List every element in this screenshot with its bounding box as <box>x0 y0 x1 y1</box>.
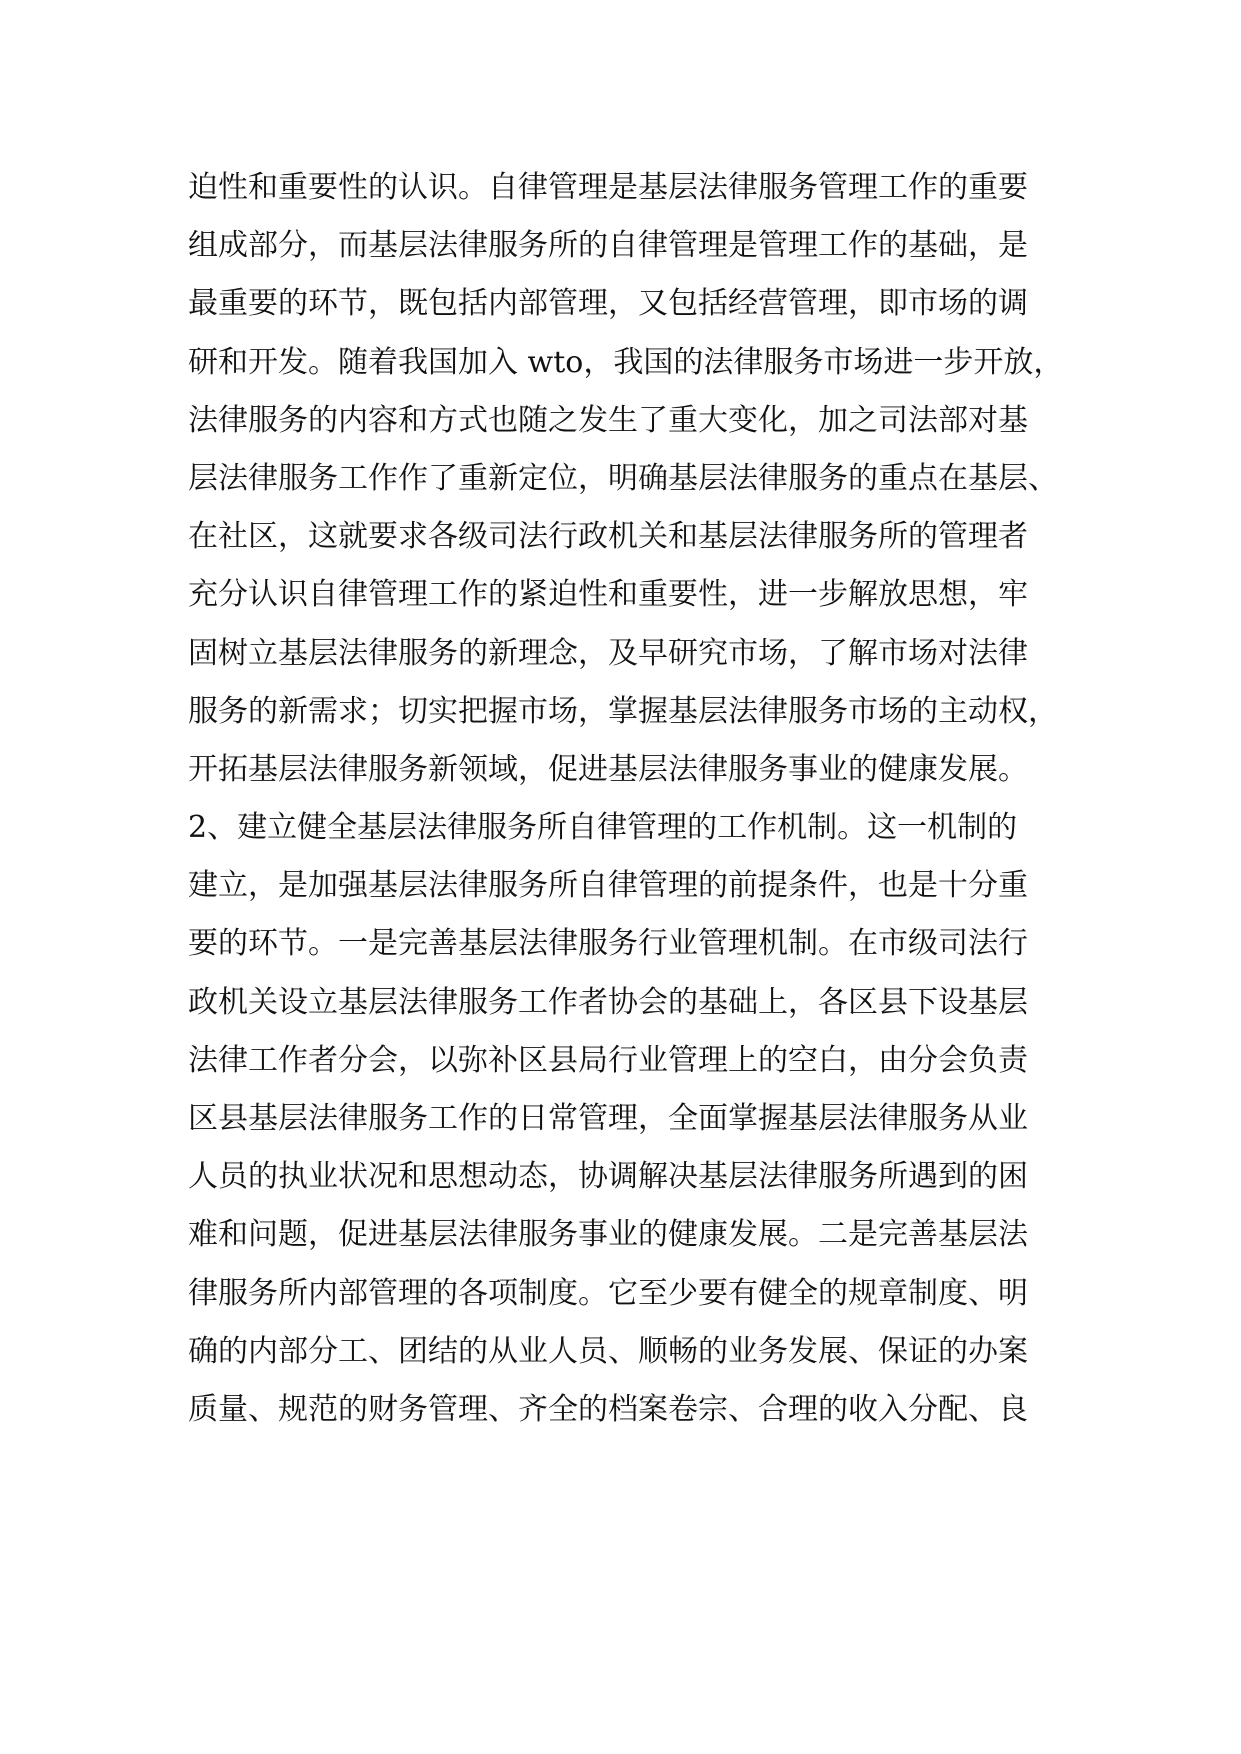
text-line: 律服务所内部管理的各项制度。它至少要有健全的规章制度、明 <box>188 1275 1028 1311</box>
text-line: 在社区，这就要求各级司法行政机关和基层法律服务所的管理者 <box>188 519 1028 555</box>
text-line: 组成部分，而基层法律服务所的自律管理是管理工作的基础，是 <box>188 228 1028 264</box>
text-line: 质量、规范的财务管理、齐全的档案卷宗、合理的收入分配、良 <box>188 1391 1028 1427</box>
text-line: 难和问题，促进基层法律服务事业的健康发展。二是完善基层法 <box>188 1217 1028 1253</box>
text-line: 服务的新需求；切实把握市场，掌握基层法律服务市场的主动权， <box>188 693 1058 729</box>
text-line: 法律工作者分会，以弥补区县局行业管理上的空白，由分会负责 <box>188 1042 1028 1078</box>
text-line: 开拓基层法律服务新领域，促进基层法律服务事业的健康发展。 <box>188 751 1028 787</box>
text-line: 区县基层法律服务工作的日常管理，全面掌握基层法律服务从业 <box>188 1101 1028 1136</box>
text-line: 法律服务的内容和方式也随之发生了重大变化，加之司法部对基 <box>188 402 1028 438</box>
text-line: 充分认识自律管理工作的紧迫性和重要性，进一步解放思想，牢 <box>188 577 1028 613</box>
text-line: 确的内部分工、团结的从业人员、顺畅的业务发展、保证的办案 <box>188 1333 1028 1369</box>
text-line: 政机关设立基层法律服务工作者协会的基础上，各区县下设基层 <box>188 984 1028 1020</box>
text-line: 迫性和重要性的认识。自律管理是基层法律服务管理工作的重要 <box>188 170 1028 205</box>
text-line: 2、建立健全基层法律服务所自律管理的工作机制。这一机制的 <box>188 810 1018 846</box>
text-line: 固树立基层法律服务的新理念，及早研究市场，了解市场对法律 <box>188 635 1028 671</box>
text-line: 研和开发。随着我国加入 wto，我国的法律服务市场进一步开放， <box>188 344 1064 380</box>
text-line: 人员的执业状况和思想动态，协调解决基层法律服务所遇到的困 <box>188 1159 1028 1195</box>
text-line: 最重要的环节，既包括内部管理，又包括经营管理，即市场的调 <box>188 286 1028 322</box>
text-line: 建立，是加强基层法律服务所自律管理的前提条件，也是十分重 <box>188 868 1028 904</box>
text-line: 要的环节。一是完善基层法律服务行业管理机制。在市级司法行 <box>188 926 1028 962</box>
body-text <box>188 159 1064 1439</box>
text-line: 层法律服务工作作了重新定位，明确基层法律服务的重点在基层、 <box>188 460 1058 496</box>
